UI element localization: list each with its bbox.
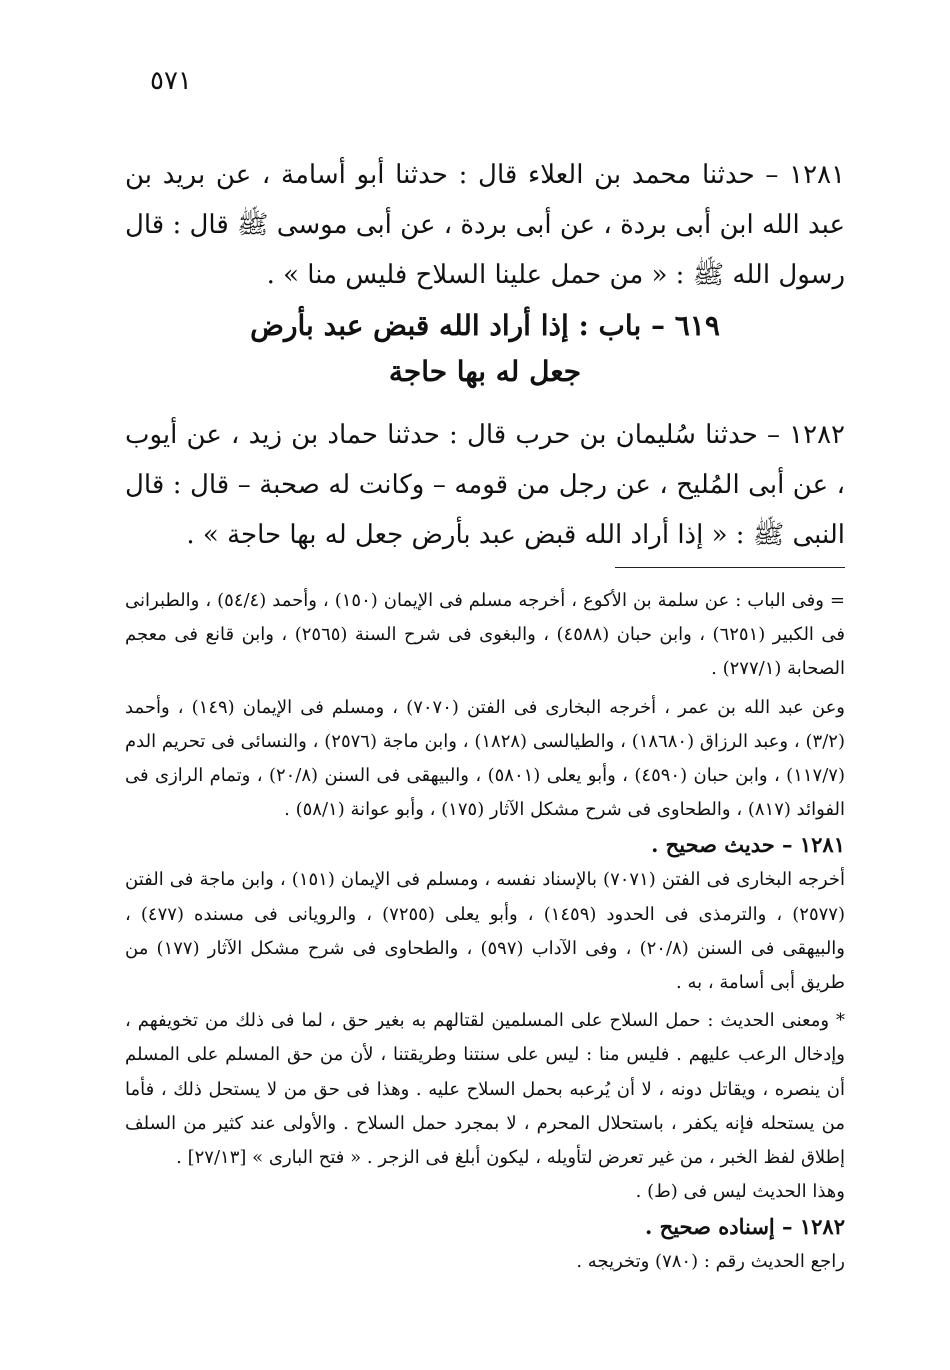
chapter-title-line1: ٦١٩ – باب : إذا أراد الله قبض عبد بأرض (250, 309, 720, 342)
chapter-heading (125, 303, 845, 395)
hadith-1282 (125, 410, 845, 560)
footnote-paragraph: = وفى الباب : عن سلمة بن الأكوع ، أخرجه مسلم فى الإيمان (١٥٠) ، وأحمد (٥٤/٤) ، والطبرانى فى الكبير (٦٢٥١) ، وابن حبان (٤٥٨٨) ، والبغوى فى شرح السنة (٢٥٦٥) ، وابن قانع فى معجم الصحابة (٢٧٧/١) . (125, 590, 845, 680)
footnote-paragraph: راجع الحديث رقم : (٧٨٠) وتخريجه . (576, 1251, 845, 1273)
footnote-heading-1281: ١٢٨١ – حديث صحيح . (651, 832, 845, 858)
footnote-paragraph: وهذا الحديث ليس فى (ط) . (635, 1181, 845, 1203)
footnote-paragraph: * ومعنى الحديث : حمل السلاح على المسلمين لقتالهم به بغير حق ، لما فى ذلك من تخويفهم ، وإدخال الرعب عليهم . فليس منا : ليس على سنتنا وطريقتنا ، لأن من حق المسلم على المسلم أن ينصره ، ويقاتل دونه ، لا أن يُرعبه بحمل السلاح عليه . وهذا فى حق من لا يستحل ذلك ، فأما من يستحله فإنه يكفر ، باستحلال المحرم ، لا بمجرد حمل السلاح . والأولى عند كثير من السلف إطلاق لفظ الخبر ، من غير تعرض لتأويله ، ليكون أبلغ فى الزجر . « فتح البارى » [٢٧/١٣] . (125, 1010, 845, 1169)
chapter-title-line2: جعل له بها حاجة (388, 355, 582, 388)
hadith-1282-text: ١٢٨٢ – حدثنا سُليمان بن حرب قال : حدثنا حماد بن زيد ، عن أيوب ، عن أبى المُليح ، عن رجل من قومه – وكانت له صحبة – قال : قال النبى ﷺ : « إذا أراد الله قبض عبد بأرض جعل له بها حاجة » . (125, 420, 845, 550)
footnote-separator (615, 567, 845, 568)
page-number: ٥٧١ (150, 66, 192, 96)
hadith-1281 (125, 150, 845, 300)
hadith-1281-text: ١٢٨١ – حدثنا محمد بن العلاء قال : حدثنا أبو أسامة ، عن بريد بن عبد الله ابن أبى بردة ، عن أبى بردة ، عن أبى موسى ﷺ قال : قال رسول الله ﷺ : « من حمل علينا السلاح فليس منا » . (124, 160, 845, 290)
footnote-paragraph: أخرجه البخارى فى الفتن (٧٠٧١) بالإسناد نفسه ، ومسلم فى الإيمان (١٥١) ، وابن ماجة فى الفتن (٢٥٧٧) ، والترمذى فى الحدود (١٤٥٩) ، وأبو يعلى (٧٢٥٥) ، والرويانى فى مسنده (٤٧٧) ، والبيهقى فى السنن (٢٠/٨) ، وفى الآداب (٥٩٧) ، والطحاوى فى شرح مشكل الآثار (١٧٧) من طريق أبى أسامة ، به . (125, 869, 845, 994)
footnote-paragraph: وعن عبد الله بن عمر ، أخرجه البخارى فى الفتن (٧٠٧٠) ، ومسلم فى الإيمان (١٤٩) ، وأحمد (٣/٢) ، وعبد الرزاق (١٨٦٨٠) ، والطيالسى (١٨٢٨) ، وابن ماجة (٢٥٧٦) ، والنسائى فى تحريم الدم (١١٧/٧) ، وابن حبان (٤٥٩٠) ، وأبو يعلى (٥٨٠١) ، والبيهقى فى السنن (٢٠/٨) ، وتمام الرازى فى الفوائد (٨١٧) ، والطحاوى فى شرح مشكل الآثار (١٧٥) ، وأبو عوانة (٥٨/١) . (125, 696, 845, 821)
footnote-heading-1282: ١٢٨٢ – إسناده صحيح . (645, 1214, 845, 1240)
footnotes (125, 584, 845, 1280)
